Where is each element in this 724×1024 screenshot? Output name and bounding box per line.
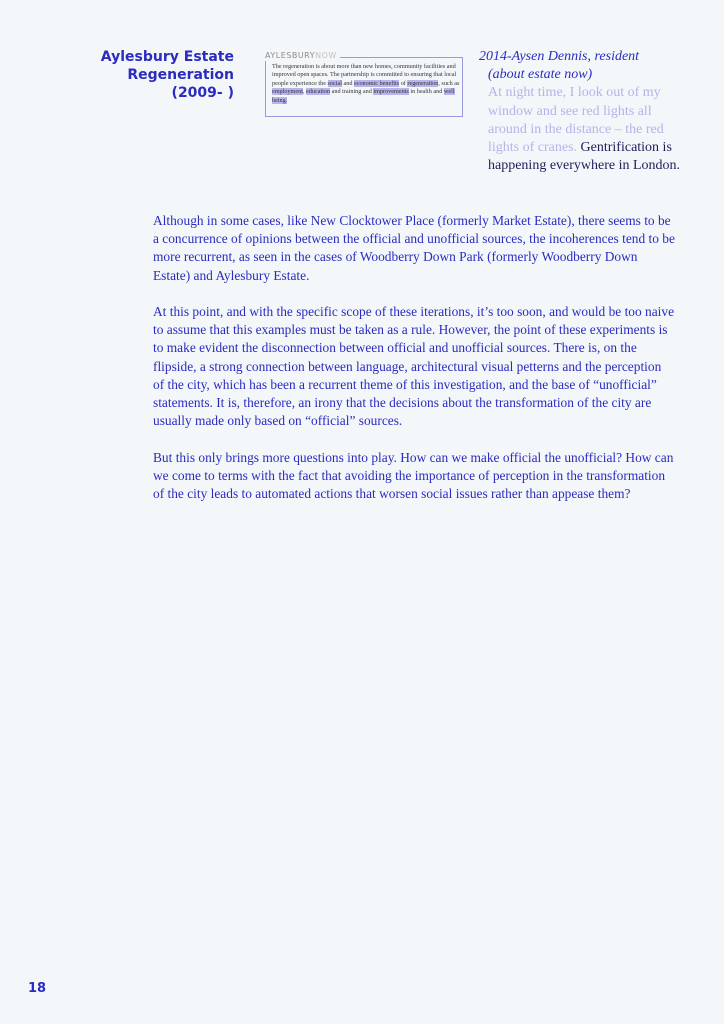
logo-word-aylesbury: AYLESBURY: [265, 51, 316, 60]
quote-text: of: [399, 79, 408, 87]
section-title-line2: Regeneration: [127, 67, 234, 83]
quote-text: , such as: [438, 79, 460, 87]
paragraph-1: Although in some cases, like New Clocktower Place (formerly Market Estate), there seems to be a concurrence of opinions between the official and unofficial sources, the incoherences tend to be more recurrent, as seen in the cases of Woodberry Down Park (formerly Woodberry Down Estate) and Aylesbury Estate.: [153, 213, 675, 283]
section-title-line1: Aylesbury Estate: [100, 49, 234, 65]
quote-text: and: [341, 79, 354, 87]
body-text: [153, 212, 675, 521]
quote-text: in health and: [408, 88, 444, 96]
official-quote-text: [272, 63, 460, 105]
highlighted-word: education: [306, 88, 331, 96]
highlighted-word: social: [327, 79, 342, 87]
paragraph-2: At this point, and with the specific scope of these iterations, it’s too soon, and would be too naive to assume that this examples must be taken as a rule. However, the point of these experiments is to make evident the disconnection between official and unofficial sources. There is, on the flipside, a strong connection between language, architectural visual petterns and the perception of the city, which has been a recurrent theme of this investigation, and the base of “unofficial” statements. It is, therefore, an irony that the decisions about the transformation of the city are usually made only based on “official” sources.: [153, 304, 675, 429]
quote-text: ,: [302, 88, 307, 96]
highlighted-word: well being.: [272, 88, 455, 104]
highlighted-word: economic benefits: [353, 79, 400, 87]
resident-testimony: [479, 48, 689, 175]
aylesbury-now-logo: [265, 51, 340, 61]
section-title: [100, 48, 234, 102]
testimony-subheading: (about estate now): [488, 67, 593, 83]
quote-text: and training and: [330, 88, 374, 96]
highlighted-word: employment: [272, 88, 303, 96]
section-title-line3: (2009- ): [171, 85, 234, 101]
logo-word-now: NOW: [315, 51, 337, 60]
testimony-faded-text: At night time, I look out of my window and see red lights all around in the distance – the red lights of cranes.: [488, 85, 664, 156]
testimony-dark-text: Gentrification is happening everywhere in London.: [488, 140, 681, 174]
paragraph-3: But this only brings more questions into play. How can we make official the unofficial? How can we come to terms with the fact that avoiding the importance of perception in the transformation of the city leads to automated actions that worsen social issues rather than appease them?: [153, 449, 674, 502]
highlighted-word: improvements: [373, 88, 409, 96]
quote-text: The regeneration is about more than new homes, community facilities and improved open spaces. The partnership is committed to ensuring that local people experience the: [272, 63, 457, 87]
testimony-heading: 2014-Aysen Dennis, resident: [479, 49, 640, 64]
highlighted-word: regeneration: [407, 79, 439, 87]
page-number: 18: [28, 981, 47, 996]
